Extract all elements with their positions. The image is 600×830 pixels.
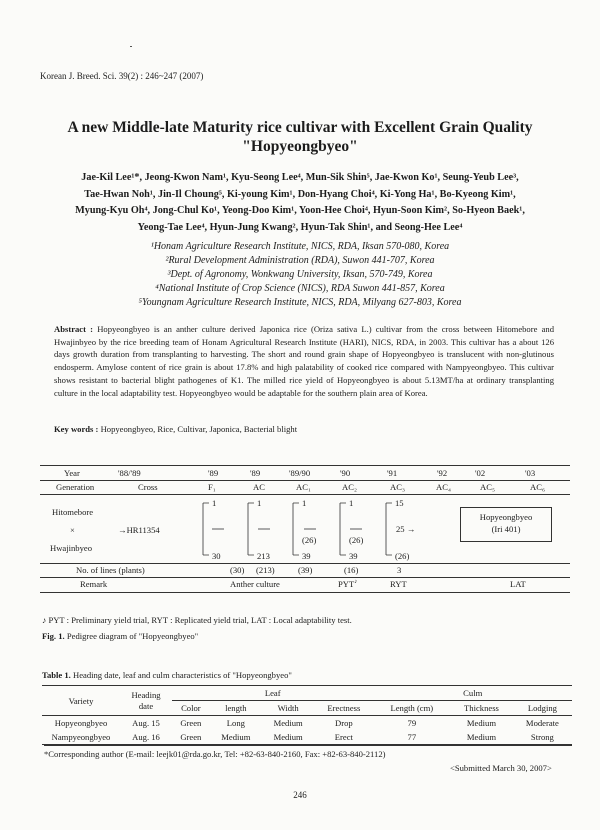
header-heading-text: Heading date — [131, 689, 161, 711]
generation-cell: AC — [253, 482, 265, 492]
table-row — [42, 730, 572, 745]
affiliation: ¹Honam Agriculture Research Institute, NICS, RDA, Iksan 570-080, Korea — [150, 241, 450, 252]
keywords — [54, 424, 297, 434]
table-row — [42, 716, 572, 731]
rule — [40, 563, 570, 564]
header-culm: Culm — [373, 686, 572, 701]
year-cell: '89 — [250, 468, 261, 478]
line-count-top: 1 — [302, 498, 307, 508]
table-cell: Medium — [466, 732, 497, 742]
line-count-bottom: (26) — [395, 551, 410, 561]
year-cell: '89 — [208, 468, 219, 478]
line-count-top: 15 — [395, 498, 404, 508]
generation-cell: AC₆ — [530, 482, 545, 492]
generation-cell: AC₂ — [342, 482, 357, 492]
author-line: Myung-Kyu Oh⁴, Jong-Chul Ko¹, Yeong-Doo Kim¹, Yoon-Hee Choi⁴, Hyun-Soon Kim², So-Hyeon Baek¹, — [75, 205, 525, 216]
lines-cell: 3 — [397, 565, 402, 575]
cultivar-box — [460, 507, 552, 542]
subheader-cell: Thickness — [464, 703, 499, 713]
affiliation: ⁵Youngnam Agriculture Research Institute, NICS, RDA, Milyang 627-803, Korea — [138, 297, 462, 308]
line-count-mid: (26) — [349, 535, 364, 545]
scan-speck — [130, 46, 132, 47]
subheader-cell: Color — [181, 703, 201, 713]
figure-caption — [42, 631, 198, 641]
year-cell: '88/'89 — [118, 468, 141, 478]
year-cell: '03 — [525, 468, 536, 478]
keywords-text: Hopyeongbyeo, Rice, Cultivar, Japonica, Bacterial blight — [100, 424, 298, 434]
table-cell: Medium — [273, 718, 303, 728]
author-list — [30, 170, 570, 236]
table-label: Table 1. — [42, 670, 71, 680]
abstract-label: Abstract : — [54, 324, 94, 334]
cultivar-code: (Iri 401) — [491, 524, 521, 534]
characteristics-table — [42, 685, 572, 745]
lines-cell: (30) — [230, 565, 245, 575]
title-line-1: A new Middle-late Maturity rice cultivar with Excellent Grain Quality — [67, 119, 533, 136]
table-caption-text: Heading date, leaf and culm characteristics of "Hopyeongbyeo" — [72, 670, 292, 680]
line-count-mid: 25 → — [396, 524, 416, 534]
year-label: Year — [64, 468, 80, 478]
generation-cell: F₁ — [208, 482, 216, 492]
corresponding-author: *Corresponding author (E-mail: leejk01@rda.go.kr, Tel: +82-63-840-2160, Fax: +82-63-840-2112) — [44, 749, 386, 759]
line-count-bottom: 30 — [212, 551, 221, 561]
keywords-label: Key words : — [54, 424, 99, 434]
table-cell: Hopyeongbyeo — [54, 718, 108, 728]
remark-cell — [338, 579, 357, 589]
table-cell: Erect — [334, 732, 353, 742]
year-cell: '02 — [475, 468, 486, 478]
affiliation: ⁴National Institute of Crop Science (NICS), RDA Suwon 441-857, Korea — [155, 283, 445, 294]
figure-label: Fig. 1. — [42, 631, 65, 641]
subheader-cell: length — [225, 703, 247, 713]
abstract — [54, 323, 554, 399]
journal-citation: Korean J. Breed. Sci. 39(2) : 246~247 (2007) — [40, 71, 204, 81]
line-count-mid: (26) — [302, 535, 317, 545]
subheader-cell: Length (cm) — [390, 703, 434, 713]
year-cell: '89/90 — [289, 468, 311, 478]
table-cell: Green — [180, 718, 202, 728]
lines-cell: (213) — [256, 565, 275, 575]
generation-cell: AC₁ — [296, 482, 311, 492]
table-cell: Green — [180, 732, 202, 742]
remark-cell: Anther culture — [230, 579, 280, 589]
header-leaf: Leaf — [172, 686, 373, 701]
line-count-top: 1 — [349, 498, 354, 508]
line-count-bottom: 39 — [349, 551, 358, 561]
author-line: Jae-Kil Lee¹*, Jeong-Kwon Nam¹, Kyu-Seong Lee⁴, Mun-Sik Shin⁵, Jae-Kwon Ko¹, Seung-Yeub Lee³, — [81, 172, 519, 183]
rule — [40, 577, 570, 578]
pedigree-diagram — [40, 463, 570, 608]
pedigree-footnote: ♪ PYT : Preliminary yield trial, RYT : Replicated yield trial, LAT : Local adaptability test. — [42, 615, 352, 625]
title-line-2: "Hopyeongbyeo" — [242, 138, 358, 155]
year-cell: '92 — [437, 468, 448, 478]
table-cell: Medium — [466, 718, 497, 728]
table-cell: Aug. 15 — [132, 718, 160, 728]
page-number: 246 — [293, 790, 307, 800]
table-cell: 79 — [407, 718, 417, 728]
table-cell: Medium — [273, 732, 303, 742]
header-variety: Variety — [68, 695, 94, 706]
abstract-text: Hopyeongbyeo is an anther culture derived Japonica rice (Oriza sativa L.) cultivar from the cross between Hitomebore and Hwajinbyeo by the rice breeding team of Honam Agricultural Research Institute (HARI), NICS, RDA, in 2003. This cultivar has a about 126 days growth duration from transplanting to harvesting. The short and round grain shape of Hopyeongbyeo is translucent with non-glutinous endosperm. Amylose content of rice grain is about 17.8% and high palatability of cooked rice compared with Nampyeongbyeo. This cultivar shows resistant to bacterial blight pathogenes of K1. The milled rice yield of Hopyeongbyeo is about 5.13MT/ha at ordinary transplanting culture in the local adaptability test. Hopyeongbyeo would be adaptable for the southern plain area of Korea. — [54, 324, 554, 398]
remark-label: Remark — [80, 579, 108, 589]
table-cell: Strong — [530, 732, 554, 742]
generation-cell: AC₃ — [390, 482, 405, 492]
author-line: Tae-Hwan Noh¹, Jin-Il Choung⁵, Ki-young Kim¹, Don-Hyang Choi⁴, Ki-Yong Ha¹, Bo-Kyeong Kim¹, — [84, 188, 516, 200]
header-heading — [120, 686, 172, 716]
subheader-cell: Erectness — [327, 703, 361, 713]
generation-cell: Cross — [138, 482, 158, 492]
parent-hwajinbyeo: Hwajinbyeo — [50, 543, 93, 553]
figure-caption-text: Pedigree diagram of "Hopyeongbyeo" — [66, 631, 199, 641]
paper-title — [0, 118, 600, 156]
rule — [40, 592, 570, 593]
lines-label: No. of lines (plants) — [76, 565, 145, 575]
year-cell: '91 — [387, 468, 398, 478]
remark-cell: RYT — [390, 579, 407, 589]
remark-cell: LAT — [510, 579, 526, 589]
table-cell: Drop — [335, 718, 353, 728]
affiliation-list — [0, 240, 600, 310]
line-count-bottom: 39 — [302, 551, 311, 561]
parent-hitomebore: Hitomebore — [52, 507, 94, 517]
remark-pyt: PYT — [338, 579, 355, 589]
generation-cell: AC₅ — [480, 482, 495, 492]
table-header-row — [42, 686, 572, 701]
affiliation: ²Rural Development Administration (RDA), Suwon 441-707, Korea — [165, 255, 435, 266]
table-caption — [42, 670, 292, 680]
table-cell: 77 — [407, 732, 417, 742]
affiliation: ³Dept. of Agronomy, Wonkwang University, Iksan, 570-749, Korea — [167, 269, 433, 280]
table-cell: Medium — [221, 732, 251, 742]
footnote-divider — [44, 745, 572, 746]
author-line: Yeong-Tae Lee⁴, Hyun-Jung Kwang², Hyun-Tak Shin¹, and Seong-Hee Lee⁴ — [137, 221, 463, 233]
cultivar-name: Hopyeongbyeo — [479, 512, 533, 522]
subheader-cell: Width — [277, 703, 299, 713]
submission-date: <Submitted March 30, 2007> — [450, 763, 552, 773]
generation-label: Generation — [56, 482, 95, 492]
cross-sign: × — [70, 525, 75, 535]
cross-code: →HR11354 — [118, 525, 160, 535]
table-cell: Nampyeongbyeo — [51, 732, 111, 742]
line-count-bottom: 213 — [257, 551, 270, 561]
remark-mark: ♪ — [354, 579, 358, 586]
year-cell: '90 — [340, 468, 351, 478]
generation-cell: AC₄ — [436, 482, 451, 492]
table-cell: Aug. 16 — [132, 732, 160, 742]
line-count-top: 1 — [257, 498, 262, 508]
subheader-cell: Lodging — [527, 703, 557, 713]
line-count-top: 1 — [212, 498, 217, 508]
table-cell: Long — [226, 718, 245, 728]
lines-cell: (16) — [344, 565, 359, 575]
table-cell: Moderate — [525, 718, 559, 728]
lines-cell: (39) — [298, 565, 313, 575]
